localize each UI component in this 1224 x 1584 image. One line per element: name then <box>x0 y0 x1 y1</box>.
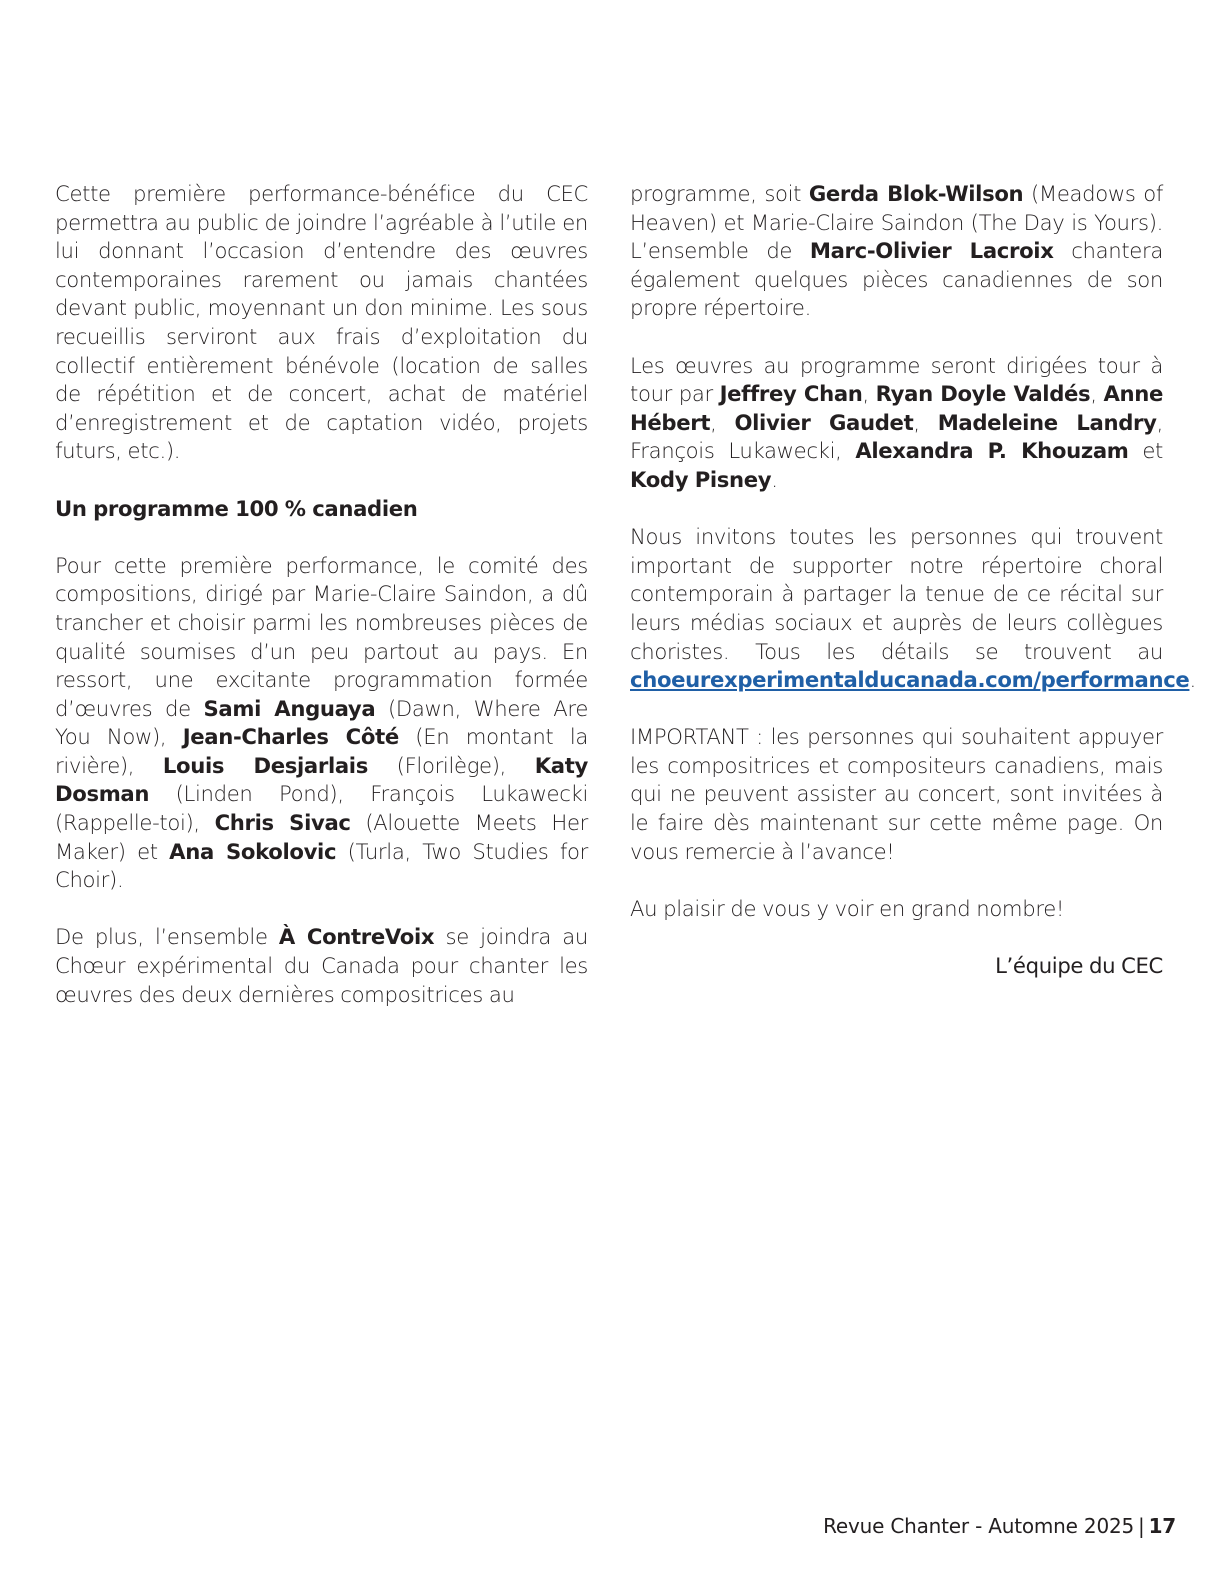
right-column <box>630 180 1196 981</box>
section-heading: Un programme 100 % canadien <box>55 495 418 521</box>
text-run: (En montant la rivière), <box>55 724 588 778</box>
signature: L’équipe du CEC <box>995 953 1163 979</box>
text-run: (Turla, Two Studies for Choir). <box>55 838 588 893</box>
name-emphasis: Ryan Doyle Valdés <box>875 381 1091 407</box>
text-run: programme, soit <box>630 181 809 206</box>
name-emphasis: Alexandra P. Khouzam <box>855 438 1129 464</box>
name-emphasis: Jean-Charles Côté <box>182 724 399 750</box>
text-run: Les œuvres au programme seront dirigées tour à tour par <box>630 352 1163 407</box>
name-emphasis: Chris Sivac <box>214 810 351 836</box>
invitation-text: Nous invitons toutes les personnes qui trouvent important de supporter notre répertoire choral contemporain à partager la tenue de ce récital sur leurs médias sociaux et auprès de leurs collègues choristes. Tous les détails se trouvent au <box>630 524 1163 664</box>
footer-separator: | <box>1138 1514 1145 1538</box>
closing-paragraph: Au plaisir de vous y voir en grand nombre! <box>630 895 1065 921</box>
page-number: 17 <box>1148 1514 1176 1538</box>
performance-link[interactable]: choeurexperimentalducanada.com/performance <box>630 667 1190 693</box>
important-paragraph: IMPORTANT : les personnes qui souhaitent appuyer les compositrices et compositeurs canadiens, mais qui ne peuvent assister au concert, sont invitées à le faire dès maintenant sur cette même page. On vous remercie à l’avance! <box>630 724 1163 864</box>
text-run: (Florilège), <box>367 752 535 778</box>
text-run: De plus, l’ensemble <box>55 924 279 950</box>
text-run: (Meadows of Heaven) et Marie-Claire Saindon (The Day is Yours). L’ensemble de <box>630 181 1163 264</box>
name-emphasis: À ContreVoix <box>278 924 435 950</box>
name-emphasis: Olivier Gaudet <box>734 409 914 435</box>
programme-composers <box>55 696 588 893</box>
name-emphasis: Kody Pisney <box>630 466 772 492</box>
text-run: , François Lukawecki, <box>630 409 1163 464</box>
name-emphasis: Madeleine Landry <box>937 409 1157 435</box>
programme-paragraph <box>55 552 588 895</box>
continuation-paragraph <box>630 180 1163 323</box>
text-run: (Linden Pond), François Lukawecki (Rappelle-toi), <box>55 781 588 836</box>
text-run: , <box>710 409 735 435</box>
name-emphasis: Marc-Olivier Lacroix <box>809 238 1054 264</box>
name-emphasis: Louis Desjarlais <box>162 752 368 778</box>
text-run: chantera également quelques pièces canadiennes de son propre répertoire. <box>630 238 1163 321</box>
text-run: . <box>771 466 778 492</box>
name-emphasis: Sami Anguaya <box>203 695 376 721</box>
invitation-paragraph <box>630 523 1196 695</box>
text-run: , <box>862 381 876 407</box>
text-run: (Alouette Meets Her Maker) et <box>55 810 589 864</box>
text-run: se joindra au Chœur expérimental du Canada pour chanter les œuvres des deux dernières compositrices au <box>55 924 589 1007</box>
conductors-paragraph <box>630 352 1163 495</box>
left-column <box>55 180 588 1009</box>
name-emphasis: Katy Dosman <box>55 752 588 807</box>
publication-name: Revue Chanter - Automne 2025 <box>823 1514 1135 1538</box>
name-emphasis: Gerda Blok-Wilson <box>808 181 1024 206</box>
invitation-end: . <box>1189 667 1196 693</box>
text-run: et <box>1128 438 1163 464</box>
text-run: , <box>1090 381 1104 407</box>
name-emphasis: Jeffrey Chan <box>719 381 863 407</box>
text-run: , <box>913 409 938 435</box>
page-footer <box>823 1514 1176 1538</box>
intro-paragraph: Cette première performance-bénéfice du CEC permettra au public de joindre l’agréable à l’utile en lui donnant l’occasion d’entendre des œuvres contemporaines rarement ou jamais chantées devant public, moyennant un don minime. Les sous recueillis serviront aux frais d’exploitation du collectif entièrement bénévole (location de salles de répétition et de concert, achat de matériel d’enregistrement et de captation vidéo, projets futurs, etc.). <box>55 181 588 464</box>
programme-intro-text: Pour cette première performance, le comité des compositions, dirigé par Marie-Claire Saindon, a dû trancher et choisir parmi les nombreuses pièces de qualité soumises d’un peu partout au pays. En ressort, une excitante programmation formée d’œuvres de <box>55 552 588 721</box>
name-emphasis: Anne Hébert <box>630 381 1164 435</box>
text-run: (Dawn, Where Are You Now), <box>55 695 588 750</box>
name-emphasis: Ana Sokolovic <box>169 838 337 864</box>
contrevoix-paragraph <box>55 923 588 1009</box>
